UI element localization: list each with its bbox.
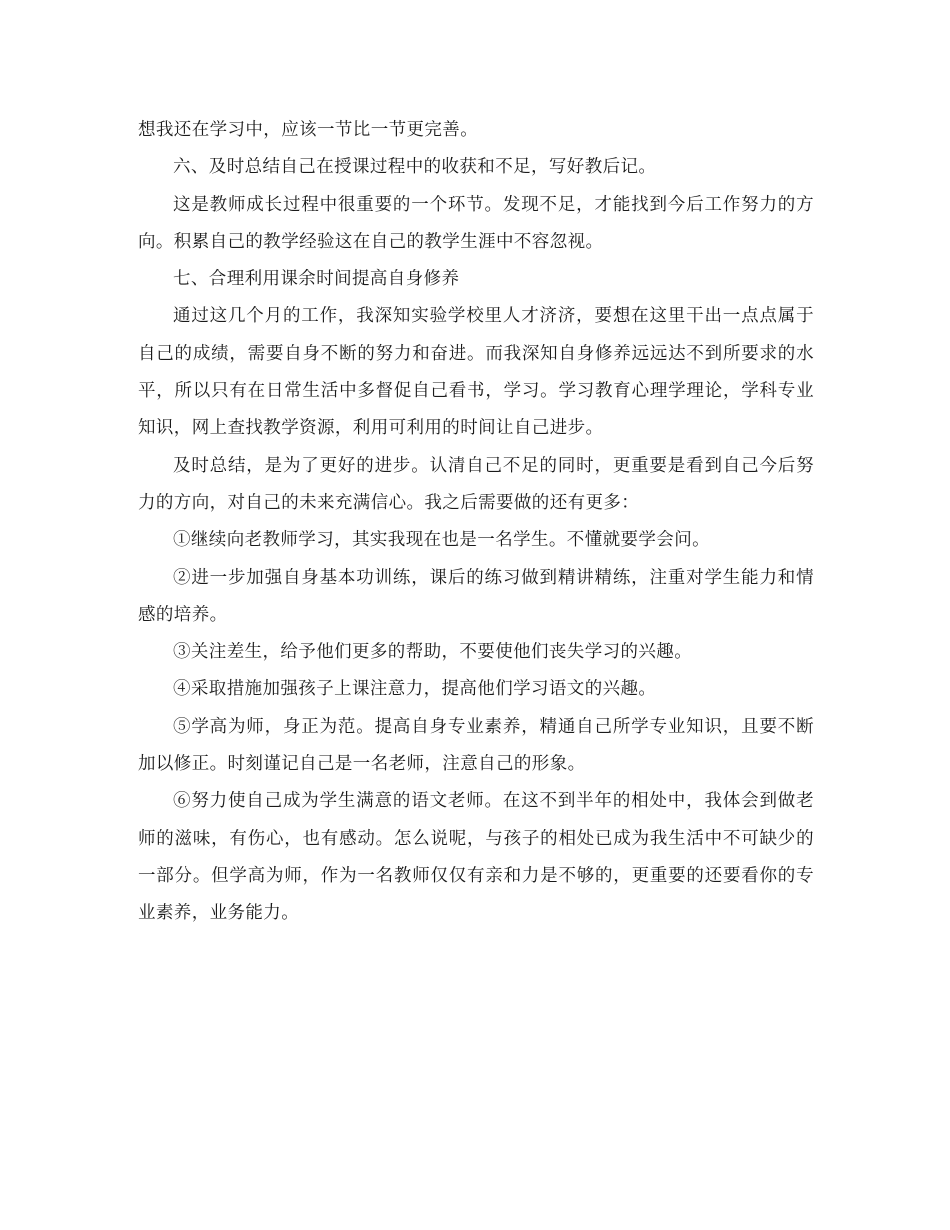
paragraph-1: 想我还在学习中，应该一节比一节更完善。 bbox=[138, 120, 479, 140]
list-item-5: ⑤学高为师，身正为范。提高自身专业素养，精通自己所学专业知识，且要不断加以修正。时刻谨记自己是一名老师，注意自己的形象。 bbox=[138, 716, 814, 775]
paragraph-6: 及时总结，是为了更好的进步。认清自己不足的同时，更重要是看到自己今后努力的方向，对自己的未来充满信心。我之后需要做的还有更多： bbox=[138, 455, 814, 513]
list-item-3: ③关注差生，给予他们更多的帮助，不要使他们丧失学习的兴趣。 bbox=[173, 642, 693, 663]
list-item-6: ⑥努力使自己成为学生满意的语文老师。在这不到半年的相处中，我体会到做老师的滋味，有伤心，也有感动。怎么说呢，与孩子的相处已成为我生活中不可缺少的一部分。但学高为师，作为一名教师仅仅有亲和力是不够的，更重要的还要看你的专业素养，业务能力。 bbox=[138, 791, 814, 924]
list-item-2: ②进一步加强自身基本功训练，课后的练习做到精讲精练，注重对学生能力和情感的培养。 bbox=[138, 567, 814, 625]
paragraph-5: 通过这几个月的工作，我深知实验学校里人才济济，要想在这里干出一点点属于自己的成绩，需要自身不断的努力和奋进。而我深知自身修养远远达不到所要求的水平，所以只有在日常生活中多督促自己看书，学习。学习教育心理学理论，学科专业知识，网上查找教学资源，利用可利用的时间让自己进步。 bbox=[138, 306, 814, 439]
paragraph-3: 这是教师成长过程中很重要的一个环节。发现不足，才能找到今后工作努力的方向。积累自己的教学经验这在自己的教学生涯中不容忽视。 bbox=[138, 194, 814, 252]
document-body bbox=[138, 112, 814, 933]
list-item-1: ①继续向老教师学习，其实我现在也是一名学生。不懂就要学会问。 bbox=[173, 530, 710, 551]
list-item-4: ④采取措施加强孩子上课注意力，提高他们学习语文的兴趣。 bbox=[173, 679, 657, 700]
section-heading-7: 七、合理利用课余时间提高自身修养 bbox=[173, 269, 460, 290]
section-heading-6: 六、及时总结自己在授课过程中的收获和不足，写好教后记。 bbox=[173, 157, 657, 178]
